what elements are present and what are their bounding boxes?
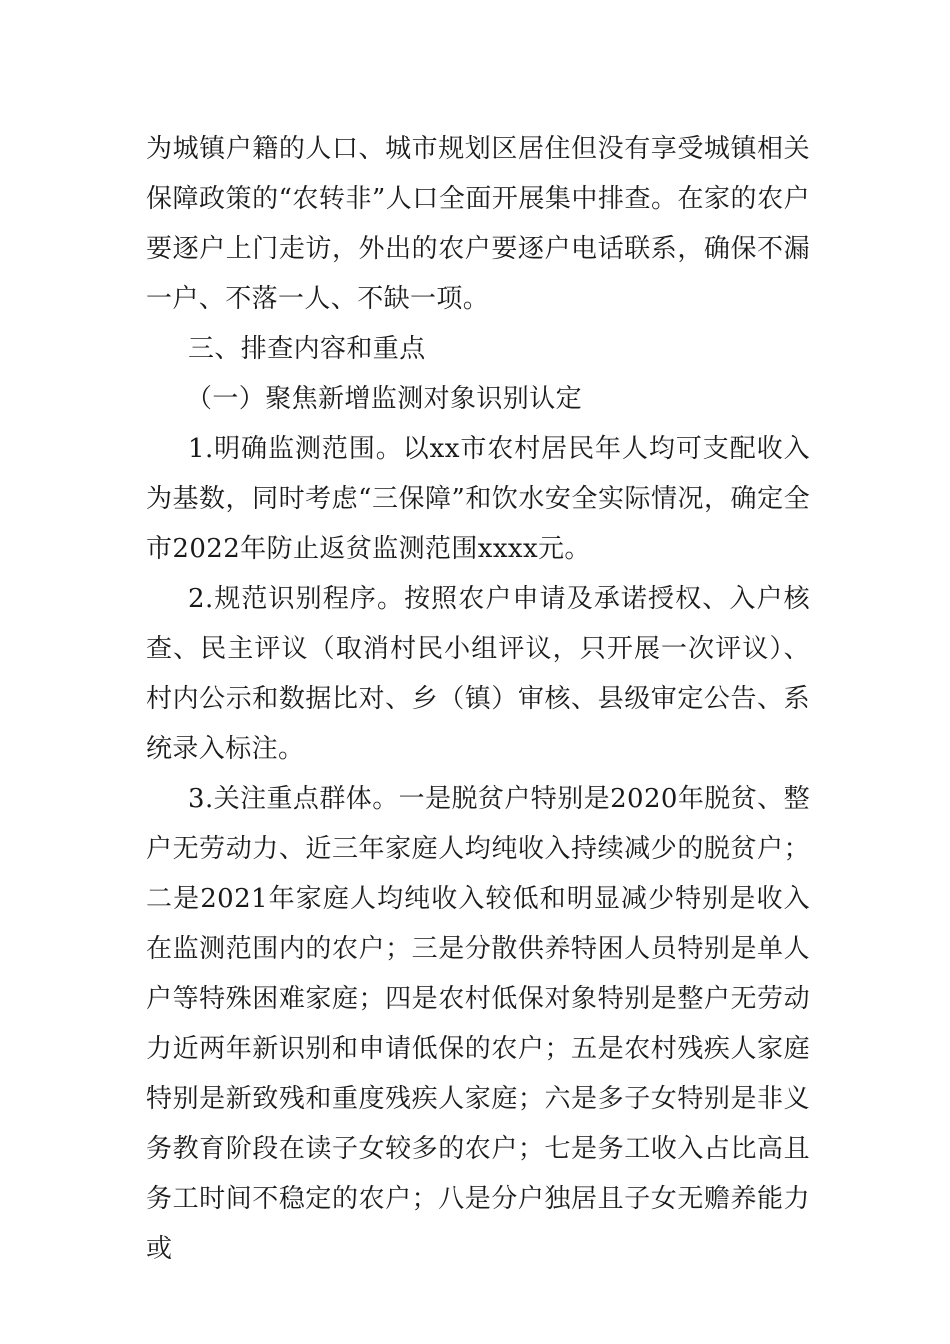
subsection-heading-1: （一）聚焦新增监测对象识别认定 [186, 384, 583, 414]
document-body [146, 124, 810, 1274]
section-heading-3: 三、排查内容和重点 [188, 334, 426, 364]
paragraph-item-2: 2.规范识别程序。按照农户申请及承诺授权、入户核查、民主评议（取消村民小组评议，只开展一次评议）、村内公示和数据比对、乡（镇）审核、县级审定公告、系统录入标注。 [146, 584, 810, 764]
paragraph-item-1: 1.明确监测范围。以xx市农村居民年人均可支配收入为基数，同时考虑“三保障”和饮水安全实际情况，确定全市2022年防止返贫监测范围xxxx元。 [146, 434, 810, 564]
paragraph-continuation: 为城镇户籍的人口、城市规划区居住但没有享受城镇相关保障政策的“农转非”人口全面开展集中排查。在家的农户要逐户上门走访，外出的农户要逐户电话联系，确保不漏一户、不落一人、不缺一项。 [146, 134, 810, 314]
paragraph-item-3: 3.关注重点群体。一是脱贫户特别是2020年脱贫、整户无劳动力、近三年家庭人均纯收入持续减少的脱贫户；二是2021年家庭人均纯收入较低和明显减少特别是收入在监测范围内的农户；三是分散供养特困人员特别是单人户等特殊困难家庭；四是农村低保对象特别是整户无劳动力近两年新识别和申请低保的农户；五是农村残疾人家庭特别是新致残和重度残疾人家庭；六是多子女特别是非义务教育阶段在读子女较多的农户；七是务工收入占比高且务工时间不稳定的农户；八是分户独居且子女无赡养能力或 [146, 784, 810, 1264]
